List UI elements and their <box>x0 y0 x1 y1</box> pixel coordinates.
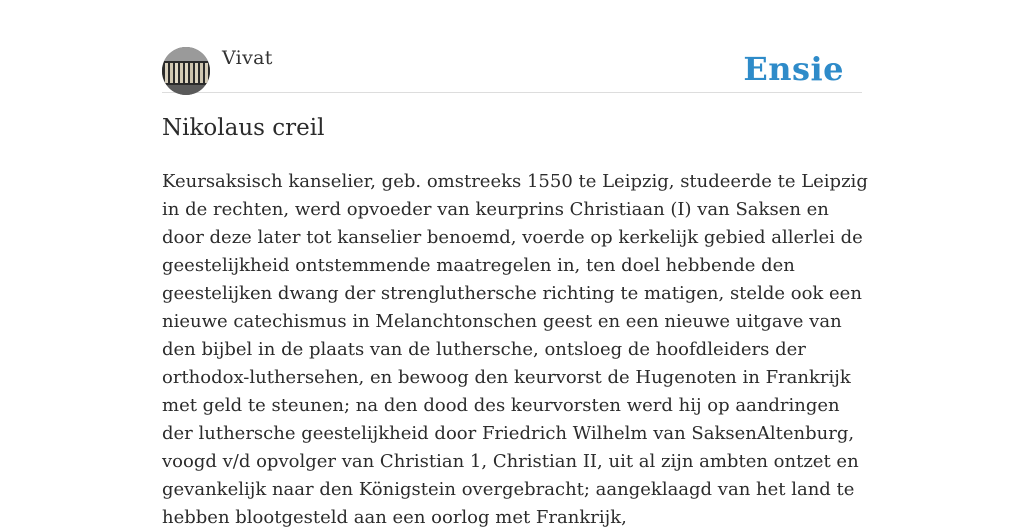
source-name[interactable]: Vivat <box>222 47 273 69</box>
book-spines-icon <box>162 47 210 95</box>
article-title: Nikolaus creil <box>162 115 325 141</box>
header <box>162 46 862 93</box>
ensie-logo[interactable]: Ensie <box>743 50 844 88</box>
source-avatar[interactable] <box>162 47 210 95</box>
article-body: Keursaksisch kanselier, geb. omstreeks 1550 te Leipzig, studeerde te Leipzig in de rechten, werd opvoeder van keurprins Christiaan (I) van Saksen en door deze later tot kanselier benoemd, voerde op kerkelijk gebied allerlei de geestelijkheid ontstemmende maatregelen in, ten doel hebbende den geestelijken dwang der strengluthersche richting te matigen, stelde ook een nieuwe catechismus in Melanchtonschen geest en een nieuwe uitgave van den bijbel in de plaats van de luthersche, ontsloeg de hoofdleiders der orthodox-luthersehen, en bewoog den keurvorst de Hugenoten in Frankrijk met geld te steunen; na den dood des keurvorsten werd hij op aandringen der luthersche geestelijkheid door Friedrich Wilhelm van SaksenAltenburg, voogd v/d opvolger van Christian 1, Christian II, uit al zijn ambten ontzet en gevankelijk naar den Königstein overgebracht; aangeklaagd van het land te hebben blootgesteld aan een oorlog met Frankrijk, <box>162 171 868 528</box>
